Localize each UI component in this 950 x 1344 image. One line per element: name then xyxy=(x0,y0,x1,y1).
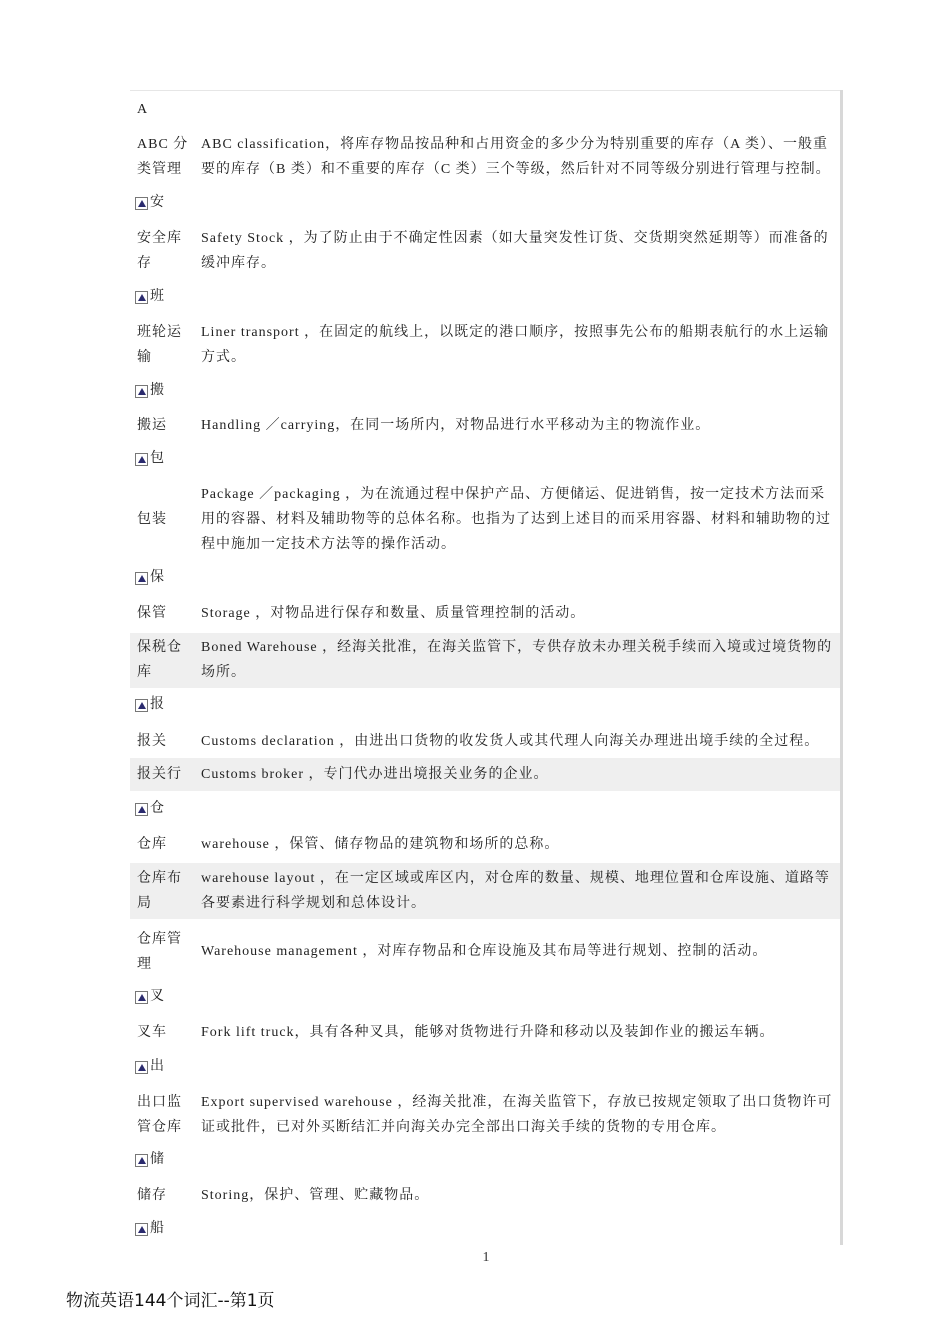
index-heading-row xyxy=(130,192,840,214)
table-row xyxy=(130,863,840,919)
term-label: ABC 分类管理 xyxy=(137,137,189,177)
term-definition: Customs declaration ，由进出口货物的收发货人或其代理人向海关办理进出境手续的全过程。 xyxy=(201,734,820,749)
index-marker-icon xyxy=(135,991,148,1004)
page-number: 1 xyxy=(482,1250,490,1265)
table-row xyxy=(130,318,840,374)
index-marker-icon xyxy=(135,572,148,585)
term-definition: Liner transport ，在固定的航线上，以既定的港口顺序，按照事先公布的船期表航行的水上运输方式。 xyxy=(201,325,830,365)
table-row xyxy=(130,480,840,560)
table-right-border xyxy=(840,90,843,1245)
index-heading-row xyxy=(130,798,840,820)
section-letter-row xyxy=(130,98,840,122)
index-marker-icon xyxy=(135,803,148,816)
term-definition: ABC classification，将库存物品按品种和占用资金的多少分为特别重要的库存（A 类）、一般重要的库存（B 类）和不重要的库存（C 类）三个等级，然后针对不同等级分别进行管理与控制。 xyxy=(201,137,831,177)
term-label: 仓库 xyxy=(137,837,167,852)
index-marker-icon xyxy=(135,197,148,210)
term-label: 储存 xyxy=(137,1188,167,1203)
index-marker-icon xyxy=(135,291,148,304)
index-heading: 仓 xyxy=(150,801,164,816)
term-definition: Safety Stock ，为了防止由于不确定性因素（如大量突发性订货、交货期突然延期等）而准备的缓冲库存。 xyxy=(201,231,829,271)
index-marker-icon xyxy=(135,1061,148,1074)
index-marker-icon xyxy=(135,385,148,398)
term-label: 班轮运输 xyxy=(137,325,182,365)
index-heading-row xyxy=(130,694,840,716)
term-definition: Package ／packaging ，为在流通过程中保护产品、方便储运、促进销售，按一定技术方法而采用的容器、材料及辅助物等的总体名称。也指为了达到上述目的而采用容器、材料和辅助物的过程中施加一定技术方法等的操作活动。 xyxy=(201,487,831,552)
index-heading: 包 xyxy=(150,451,164,466)
term-label: 保税仓库 xyxy=(137,640,182,680)
term-definition: Export supervised warehouse ，经海关批准，在海关监管下，存放已按规定领取了出口货物许可证或批件，已对外买断结汇并向海关办完全部出口海关手续的货物的专用仓库。 xyxy=(201,1095,833,1135)
index-heading: 班 xyxy=(150,289,164,304)
index-heading: 保 xyxy=(150,570,164,585)
index-heading-row xyxy=(130,986,840,1008)
term-definition: Customs broker ，专门代办进出境报关业务的企业。 xyxy=(201,767,549,782)
term-label: 包装 xyxy=(137,512,167,527)
index-heading: 出 xyxy=(150,1059,164,1074)
index-heading-row xyxy=(130,380,840,402)
term-label: 搬运 xyxy=(137,418,167,433)
table-row xyxy=(130,1088,840,1144)
term-label: 保管 xyxy=(137,606,167,621)
term-definition: Storage ，对物品进行保存和数量、质量管理控制的活动。 xyxy=(201,606,586,621)
index-heading-row xyxy=(130,567,840,589)
table-row xyxy=(130,224,840,280)
index-heading: 储 xyxy=(150,1152,164,1167)
index-marker-icon xyxy=(135,699,148,712)
table-row xyxy=(130,1182,840,1210)
index-marker-icon xyxy=(135,453,148,466)
index-marker-icon xyxy=(135,1154,148,1167)
table-row xyxy=(130,925,840,981)
table-row xyxy=(130,600,840,628)
index-heading-row xyxy=(130,1149,840,1171)
term-definition: warehouse layout ，在一定区域或库区内，对仓库的数量、规模、地理位置和仓库设施、道路等各要素进行科学规划和总体设计。 xyxy=(201,871,830,911)
term-label: 仓库布局 xyxy=(137,871,182,911)
index-heading: 船 xyxy=(150,1221,164,1236)
index-heading-row xyxy=(130,1056,840,1078)
term-definition: Handling ／carrying，在同一场所内，对物品进行水平移动为主的物流作业。 xyxy=(201,418,711,433)
term-label: 报关 xyxy=(137,734,167,749)
index-heading: 搬 xyxy=(150,383,164,398)
term-definition: Warehouse management ，对库存物品和仓库设施及其布局等进行规划、控制的活动。 xyxy=(201,944,768,959)
table-row xyxy=(130,130,840,186)
term-label: 仓库管理 xyxy=(137,932,182,972)
index-heading-row xyxy=(130,286,840,308)
term-label: 安全库存 xyxy=(137,231,182,271)
term-definition: Storing，保护、管理、贮藏物品。 xyxy=(201,1188,430,1203)
index-heading: 叉 xyxy=(150,989,164,1004)
index-heading-row xyxy=(130,1218,840,1240)
table-row xyxy=(130,1019,840,1047)
index-heading: 报 xyxy=(150,697,164,712)
term-definition: warehouse ，保管、储存物品的建筑物和场所的总称。 xyxy=(201,837,560,852)
term-label: 报关行 xyxy=(137,767,182,782)
table-row xyxy=(130,412,840,440)
term-definition: Boned Warehouse ，经海关批准，在海关监管下，专供存放未办理关税手续而入境或过境货物的场所。 xyxy=(201,640,833,680)
index-heading: 安 xyxy=(150,195,164,210)
table-row xyxy=(130,728,840,756)
index-heading-row xyxy=(130,448,840,470)
table-row xyxy=(130,831,840,859)
term-definition: Fork lift truck，具有各种叉具，能够对货物进行升降和移动以及装卸作业的搬运车辆。 xyxy=(201,1025,775,1040)
section-letter: A xyxy=(137,102,149,117)
table-row xyxy=(130,633,840,688)
index-marker-icon xyxy=(135,1223,148,1236)
term-label: 出口监管仓库 xyxy=(137,1095,182,1135)
term-label: 叉车 xyxy=(137,1025,167,1040)
table-row xyxy=(130,758,840,791)
footer-title: 物流英语144个词汇--第1页 xyxy=(66,1291,275,1311)
